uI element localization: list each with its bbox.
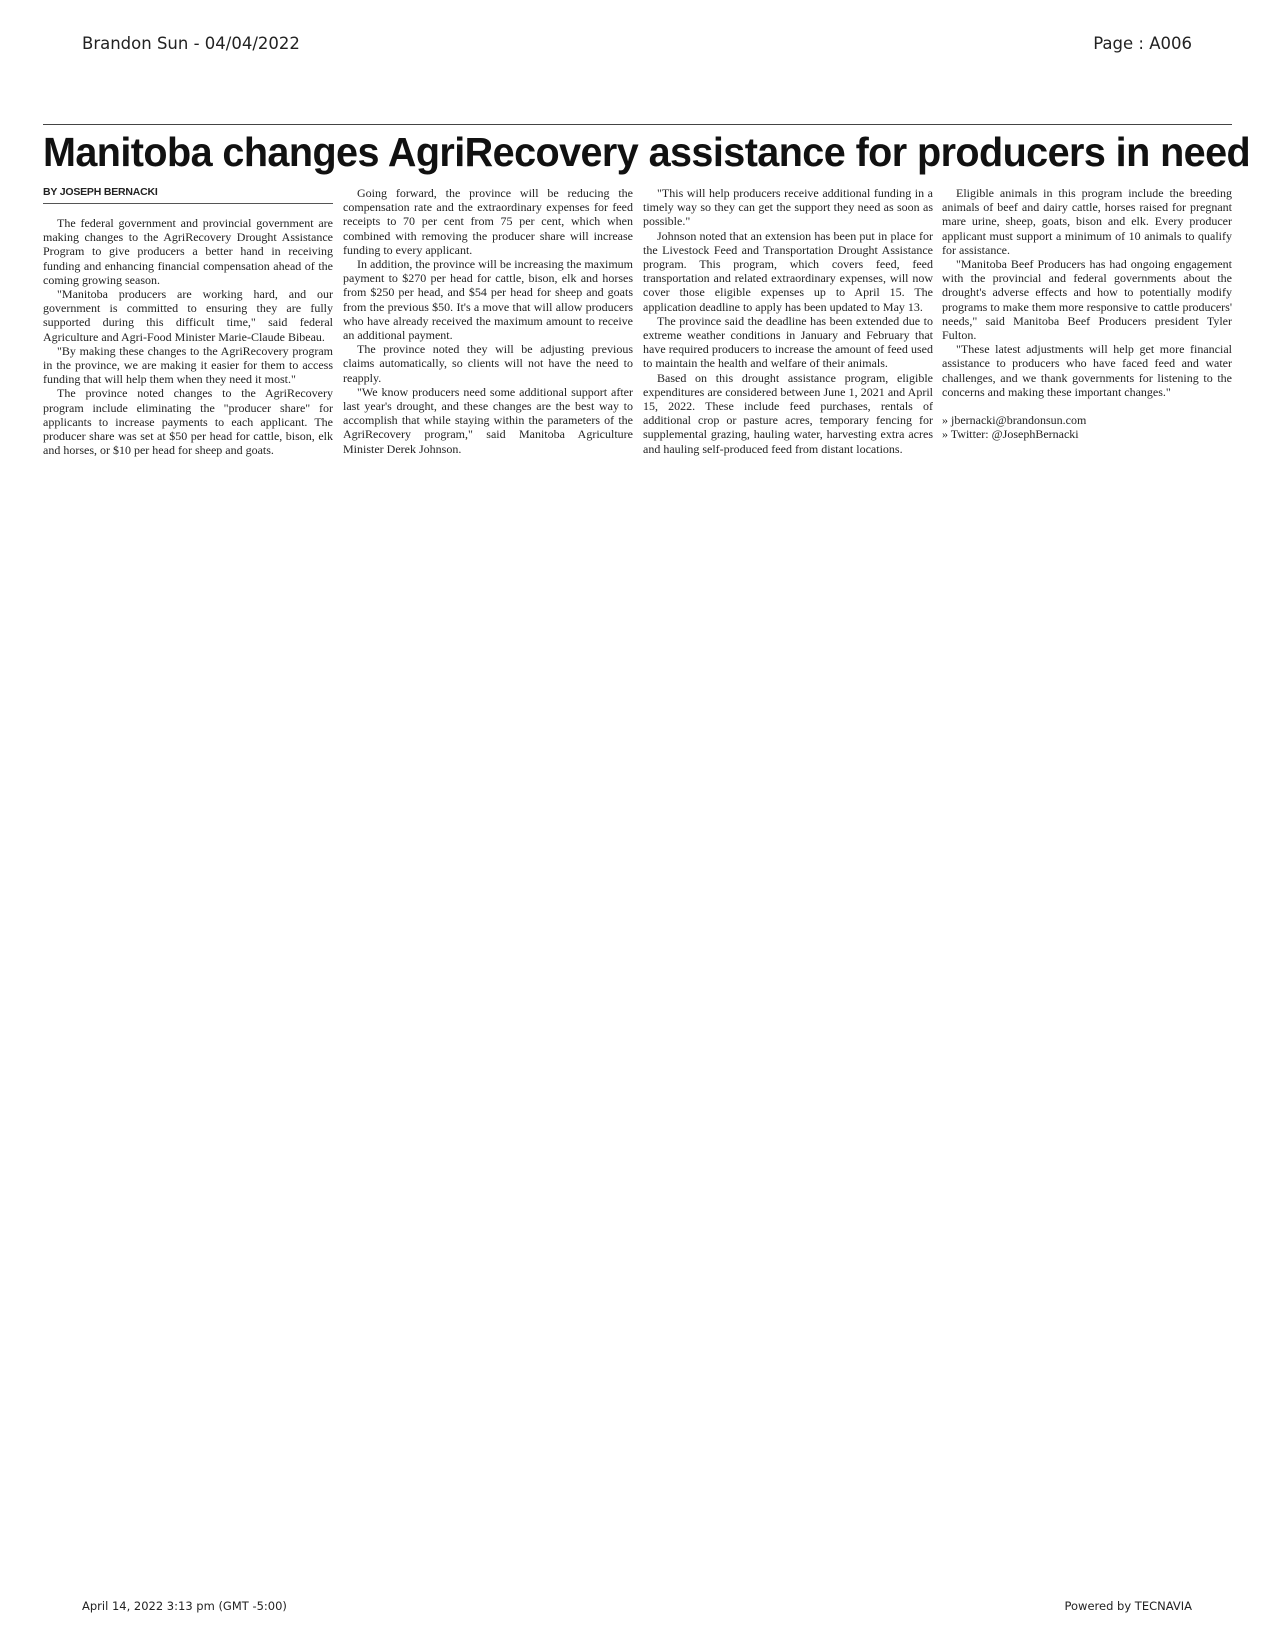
paragraph: Based on this drought assistance program, eligible expenditures are considered between June 1, 2021 and April 15, 2022. These include feed purchases, rentals of additional crop or pasture acres, temporary fencing for supplemental grazing, hauling water, harvesting extra acres and hauling self-produced feed from distant locations. (643, 370, 933, 456)
paragraph: "We know producers need some additional support after last year's drought, and these changes are the best way to accomplish that while staying within the parameters of the AgriRecovery program," said Manitoba Agriculture Minister Derek Johnson. (343, 384, 633, 456)
publication-date-header: Brandon Sun - 04/04/2022 (82, 34, 300, 53)
paragraph: "By making these changes to the AgriRecovery program in the province, we are making it easier for them to access funding that will help them when they need it most." (43, 343, 333, 387)
paragraph: "These latest adjustments will help get more financial assistance to producers who have faced feed and water challenges, and we thank governments for listening to the concerns and making these important changes." (942, 342, 1232, 399)
paragraph: Eligible animals in this program include the breeding animals of beef and dairy cattle, horses raised for pregnant mare urine, sheep, goats, bison and elk. Every producer applicant must support a minimum of 10 animals to qualify for assistance. (942, 186, 1232, 257)
paragraph: In addition, the province will be increasing the maximum payment to $270 per head for cattle, bison, elk and horses from $250 per head, and $54 per head for sheep and goats from the previous $50. It's a move that will allow producers who have already received the maximum amount to receive an additional payment. (343, 257, 633, 343)
headline-rule (43, 124, 1232, 125)
paragraph: The province said the deadline has been extended due to extreme weather conditions in January and February that have required producers to increase the amount of feed used to maintain the health and welfare of their animals. (643, 313, 933, 371)
paragraph-spacer (942, 399, 1232, 413)
print-timestamp: April 14, 2022 3:13 pm (GMT -5:00) (82, 1599, 287, 1613)
paragraph: The province noted changes to the AgriRecovery program include eliminating the "producer share" for applicants to increase payments to each applicant. The producer share was set at $50 per head for cattle, bison, elk and horses, or $10 per head for sheep and goats. (43, 386, 333, 458)
powered-by: Powered by TECNAVIA (1064, 1599, 1192, 1613)
paragraph: Johnson noted that an extension has been put in place for the Livestock Feed and Transportation Drought Assistance program. This program, which covers feed, feed transportation and related extraordinary expenses, will now cover those eligible expenses up to April 15. The application deadline to apply has been updated to May 13. (643, 228, 933, 314)
byline-block (43, 186, 333, 204)
article-headline: Manitoba changes AgriRecovery assistance for producers in need (43, 129, 1251, 175)
article-column-1 (43, 216, 333, 457)
paragraph: The province noted they will be adjusting previous claims automatically, so clients will not have the need to reapply. (343, 342, 633, 385)
paragraph: "Manitoba Beef Producers has had ongoing engagement with the provincial and federal governments about the drought's adverse effects and how to potentially modify programs to make them more responsive to cattle producers' needs," said Manitoba Beef Producers president Tyler Fulton. (942, 257, 1232, 343)
author-email: » jbernacki@brandonsun.com (942, 413, 1087, 428)
paragraph: The federal government and provincial government are making changes to the AgriRecovery Drought Assistance Program to give producers a better hand in receiving funding and enhancing financial compensation ahead of the coming growing season. (43, 216, 333, 287)
article-column-4 (942, 186, 1232, 441)
article-column-3 (643, 186, 933, 456)
paragraph: Going forward, the province will be reducing the compensation rate and the extraordinary expenses for feed receipts to 70 per cent from 75 per cent, which when combined with removing the producer share will increase funding to every applicant. (343, 186, 633, 257)
byline: BY JOSEPH BERNACKI (43, 186, 158, 198)
article-column-2 (343, 186, 633, 456)
paragraph: "This will help producers receive additional funding in a timely way so they can get the support they need as soon as possible." (643, 186, 933, 229)
paragraph: "Manitoba producers are working hard, and our government is committed to ensuring they are fully supported during this difficult time," said federal Agriculture and Agri-Food Minister Marie-Claude Bibeau. (43, 287, 333, 344)
author-twitter: » Twitter: @JosephBernacki (942, 427, 1079, 442)
page-number: Page : A006 (1093, 34, 1192, 53)
